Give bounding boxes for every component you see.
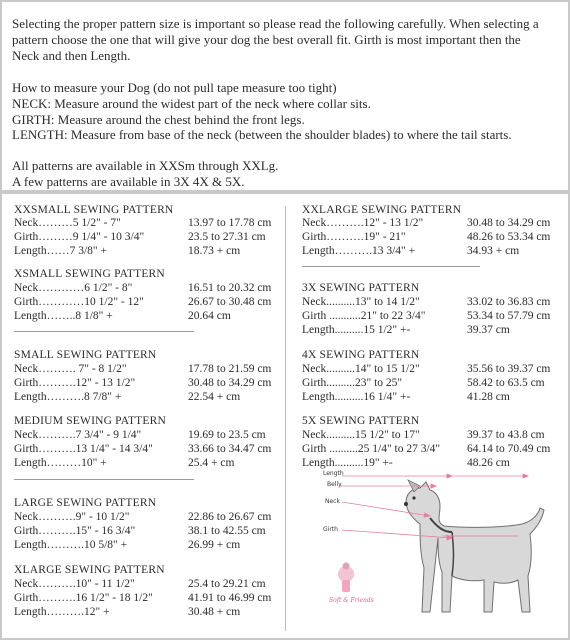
row-cm: 48.26 cm	[467, 457, 510, 469]
row-label: Neck……….10" - 11 1/2"	[14, 578, 135, 590]
5x-title: 5X SEWING PATTERN	[302, 415, 420, 427]
row-cm: 20.64 cm	[188, 310, 231, 322]
belly-label: Belly	[327, 481, 342, 488]
row-cm: 48.26 to 53.34 cm	[467, 231, 551, 243]
row-cm: 34.93 + cm	[467, 245, 520, 257]
length-instruction: LENGTH: Measure from base of the neck (between the shoulder blades) to where the tail starts.	[12, 127, 512, 142]
availability-line-2: A few patterns are available in 3X 4X & 5X.	[12, 174, 245, 189]
3x-title: 3X SEWING PATTERN	[302, 282, 420, 294]
row-label: Girth ...........21" to 22 3/4"	[302, 310, 426, 322]
dog-illustration	[302, 472, 564, 636]
row-label: Length……..8 1/8" +	[14, 310, 113, 322]
logo-figure	[338, 563, 354, 593]
row-cm: 33.66 to 34.47 cm	[188, 443, 272, 455]
length-label: Length	[323, 470, 344, 477]
size-chart-panel	[2, 194, 568, 638]
girth-instruction: GIRTH: Measure around the chest behind the front legs.	[12, 112, 305, 127]
row-cm: 26.67 to 30.48 cm	[188, 296, 272, 308]
row-cm: 26.99 + cm	[188, 539, 241, 551]
row-cm: 17.78 to 21.59 cm	[188, 363, 272, 375]
intro-line-2: pattern choose the one that will give your dog the best overall fit. Girth is most important then the	[12, 32, 521, 47]
row-label: Length………10" +	[14, 457, 107, 469]
row-label: Neck..........14" to 15 1/2"	[302, 363, 420, 375]
row-label: Neck……….7 3/4" - 9 1/4"	[14, 429, 142, 441]
neck-label: Neck	[325, 498, 340, 505]
row-label: Girth……….16 1/2" - 18 1/2"	[14, 592, 153, 604]
row-label: Girth……….15" - 16 3/4"	[14, 525, 136, 537]
row-label: Neck……….9" - 10 1/2"	[14, 511, 130, 523]
row-cm: 23.5 to 27.31 cm	[188, 231, 266, 243]
row-label: Girth…………10 1/2" - 12"	[14, 296, 144, 308]
row-cm: 19.69 to 23.5 cm	[188, 429, 266, 441]
row-label: Length..........15 1/2" +-	[302, 324, 411, 336]
row-cm: 39.37 cm	[467, 324, 510, 336]
row-label: Girth………9 1/4" - 10 3/4"	[14, 231, 145, 243]
4x-title: 4X SEWING PATTERN	[302, 349, 420, 361]
row-cm: 30.48 + cm	[188, 606, 241, 618]
brand-logo-text: Soft & Friends	[329, 597, 374, 604]
row-label: Length……….8 7/8" +	[14, 391, 122, 403]
girth-label: Girth	[323, 526, 338, 533]
row-cm: 30.48 to 34.29 cm	[188, 377, 272, 389]
row-label: Neck…………6 1/2" - 8"	[14, 282, 133, 294]
medium-title: MEDIUM SEWING PATTERN	[14, 415, 166, 427]
row-cm: 18.73 + cm	[188, 245, 241, 257]
row-cm: 16.51 to 20.32 cm	[188, 282, 272, 294]
section-rule	[14, 331, 194, 332]
dog-measurement-diagram	[302, 472, 564, 636]
row-cm: 22.54 + cm	[188, 391, 241, 403]
large-title: LARGE SEWING PATTERN	[14, 497, 157, 509]
row-cm: 38.1 to 42.55 cm	[188, 525, 266, 537]
small-title: SMALL SEWING PATTERN	[14, 349, 157, 361]
row-cm: 25.4 + cm	[188, 457, 235, 469]
row-label: Girth……….19" - 21"	[302, 231, 406, 243]
intro-line-3: Neck and then Length.	[12, 48, 131, 63]
section-rule	[302, 266, 480, 267]
row-cm: 30.48 to 34.29 cm	[467, 217, 551, 229]
row-cm: 35.56 to 39.37 cm	[467, 363, 551, 375]
row-label: Length……….13 3/4" +	[302, 245, 416, 257]
row-label: Length……7 3/8" +	[14, 245, 107, 257]
row-cm: 13.97 to 17.78 cm	[188, 217, 272, 229]
row-label: Girth……….12" - 13 1/2"	[14, 377, 136, 389]
neck-instruction: NECK: Measure around the widest part of the neck where collar sits.	[12, 96, 371, 111]
row-cm: 39.37 to 43.8 cm	[467, 429, 545, 441]
availability-line-1: All patterns are available in XXSm through XXLg.	[12, 158, 279, 173]
row-label: Length..........19" +-	[302, 457, 393, 469]
row-cm: 64.14 to 70.49 cm	[467, 443, 551, 455]
row-label: Length……….12" +	[14, 606, 110, 618]
row-cm: 58.42 to 63.5 cm	[467, 377, 545, 389]
row-label: Girth……….13 1/4" - 14 3/4"	[14, 443, 153, 455]
row-cm: 41.91 to 46.99 cm	[188, 592, 272, 604]
row-label: Length..........16 1/4" +-	[302, 391, 411, 403]
row-cm: 33.02 to 36.83 cm	[467, 296, 551, 308]
xsmall-title: XSMALL SEWING PATTERN	[14, 268, 165, 280]
xlarge-title: XLARGE SEWING PATTERN	[14, 564, 165, 576]
row-label: Girth..........23" to 25"	[302, 377, 403, 389]
section-rule	[14, 479, 194, 480]
row-label: Neck..........13" to 14 1/2"	[302, 296, 420, 308]
instructions-panel	[2, 2, 568, 190]
row-cm: 25.4 to 29.21 cm	[188, 578, 266, 590]
row-label: Neck……….12" - 13 1/2"	[302, 217, 424, 229]
row-cm: 41.28 cm	[467, 391, 510, 403]
column-divider	[285, 206, 286, 631]
row-cm: 22.86 to 26.67 cm	[188, 511, 272, 523]
how-to-measure-heading: How to measure your Dog (do not pull tape measure too tight)	[12, 80, 337, 95]
row-label: Neck..........15 1/2" to 17"	[302, 429, 420, 441]
row-label: Girth ..........25 1/4" to 27 3/4"	[302, 443, 441, 455]
xxlarge-title: XXLARGE SEWING PATTERN	[302, 204, 462, 216]
row-cm: 53.34 to 57.79 cm	[467, 310, 551, 322]
row-label: Neck………5 1/2" - 7"	[14, 217, 121, 229]
row-label: Neck………. 7" - 8 1/2"	[14, 363, 127, 375]
xxsmall-title: XXSMALL SEWING PATTERN	[14, 204, 174, 216]
intro-line-1: Selecting the proper pattern size is important so please read the following carefully. When selecting a	[12, 16, 539, 31]
row-label: Length……….10 5/8" +	[14, 539, 128, 551]
